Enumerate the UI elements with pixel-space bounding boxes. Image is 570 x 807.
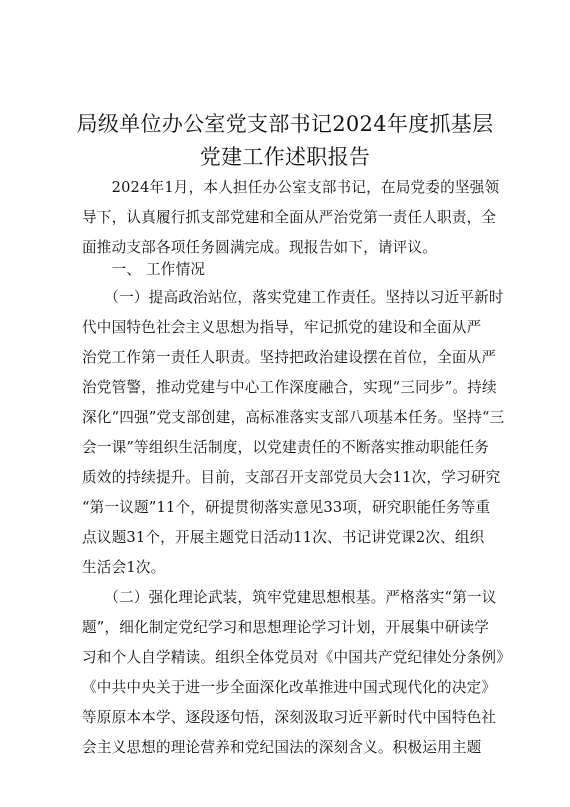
- body-text-line: （二）强化理论武装，筑牢党建思想根基。严格落实“第一议: [82, 589, 497, 606]
- body-text-line: 治党工作第一责任人职责。坚持把政治建设摆在首位，全面从严: [82, 349, 497, 366]
- body-text-line: （一）提高政治站位，落实党建工作责任。坚持以习近平新时: [82, 289, 504, 306]
- body-text-line: 质效的持续提升。目前，支部召开支部党员大会11次，学习研究: [82, 469, 501, 486]
- body-text-line: 治党管警，推动党建与中心工作深度融合，实现“三同步”。持续: [82, 379, 497, 396]
- body-text-line: 《中共中央关于进一步全面深化改革推进中国式现代化的决定》: [82, 679, 497, 696]
- body-text-line: 2024年1月，本人担任办公室支部书记，在局党委的坚强领: [82, 179, 500, 196]
- document-title-line-2: 党建工作述职报告: [199, 145, 371, 169]
- body-text-line: 一、 工作情况: [82, 261, 206, 278]
- body-text-line: 面推动支部各项任务圆满完成。现报告如下，请评议。: [82, 239, 438, 256]
- body-text-line: 等原原本本学、逐段逐句悟，深刻汲取习近平新时代中国特色社: [82, 709, 497, 726]
- body-text-line: 点议题31个，开展主题党日活动11次、书记讲党课2次、组织: [82, 529, 485, 546]
- body-text-line: 深化“四强”党支部创建，高标准落实支部八项基本任务。坚持“三: [82, 409, 505, 426]
- body-text-line: 会一课”等组织生活制度，以党建责任的不断落实推动职能任务: [82, 439, 490, 456]
- body-text-line: 习和个人自学精读。组织全体党员对《中国共产党纪律处分条例》: [82, 649, 512, 666]
- body-text-line: 代中国特色社会主义思想为指导，牢记抓党的建设和全面从严: [82, 319, 482, 336]
- body-text-line: 题”，细化制定党纪学习和思想理论学习计划，开展集中研读学: [82, 619, 490, 636]
- body-text-line: “第一议题”11个，研提贯彻落实意见33项，研究职能任务等重: [82, 499, 491, 516]
- body-text-line: 生活会1次。: [82, 559, 166, 576]
- body-text-line: 会主义思想的理论营养和党纪国法的深刻含义。积极运用主题: [82, 739, 482, 756]
- body-text-line: 导下，认真履行抓支部党建和全面从严治党第一责任人职责，全: [82, 209, 497, 226]
- document-title-line-1: 局级单位办公室党支部书记2024年度抓基层: [76, 112, 494, 136]
